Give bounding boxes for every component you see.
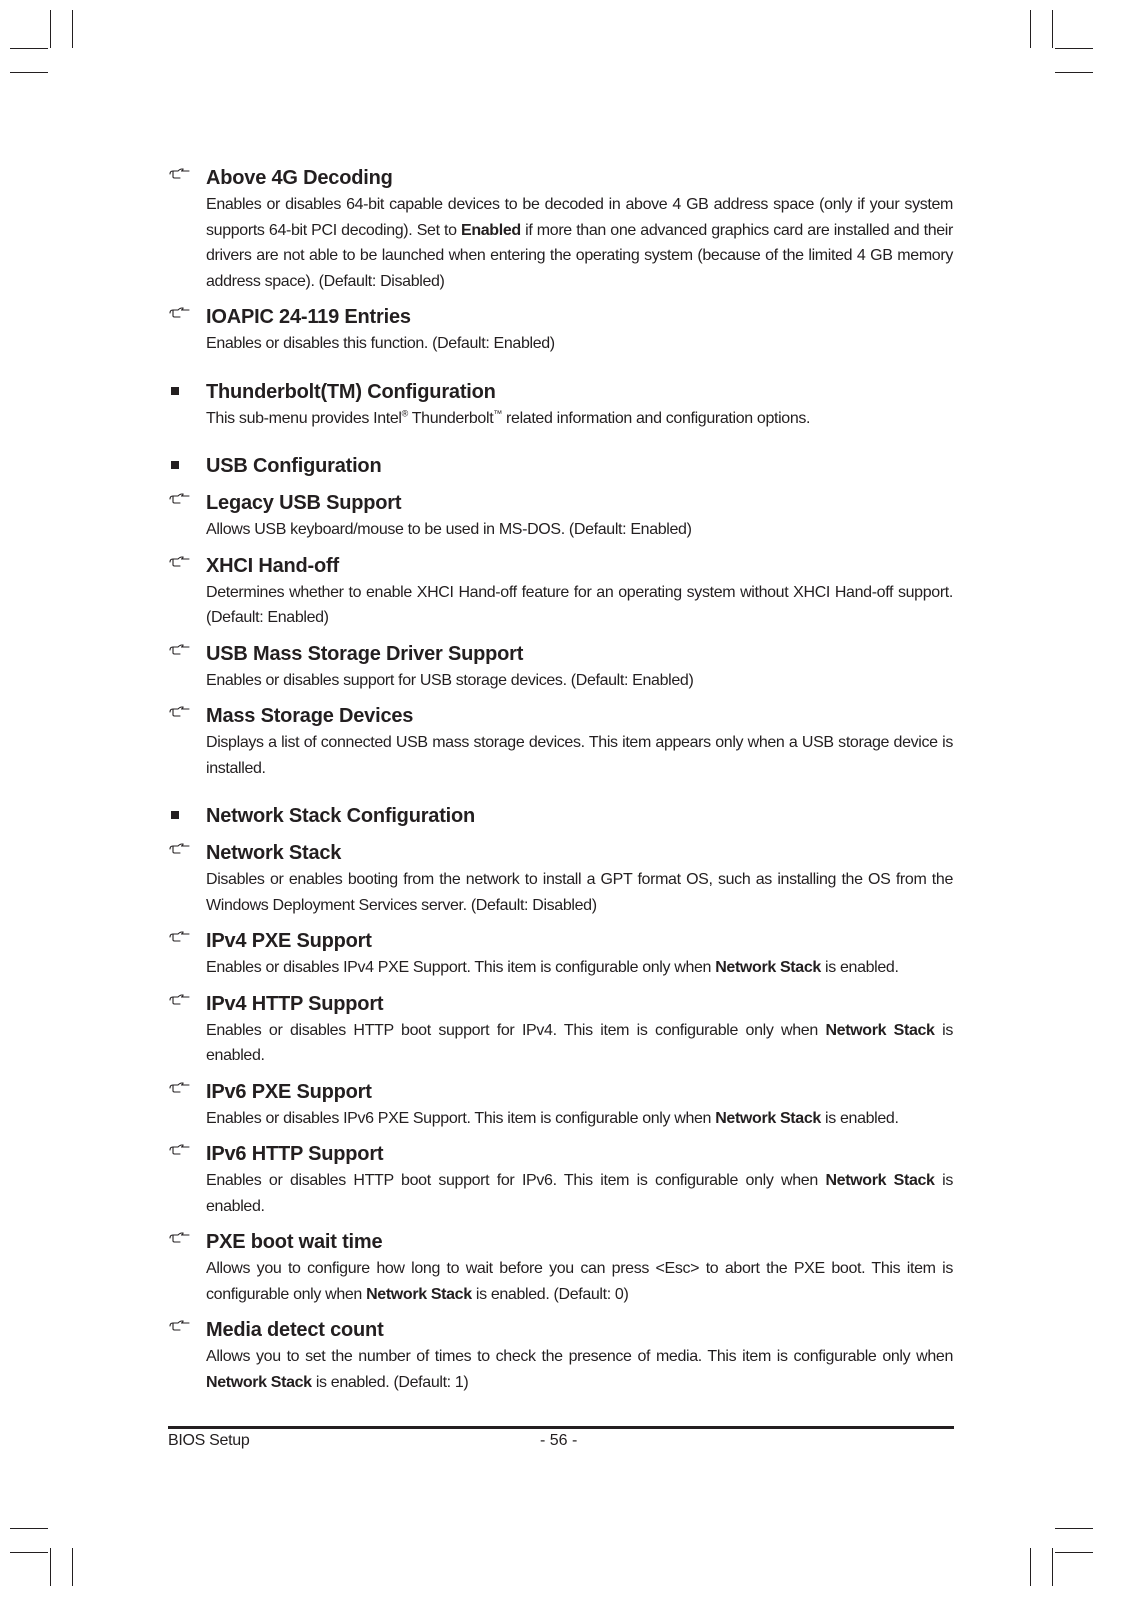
setting-description	[206, 192, 953, 294]
description-text: Enables or disables this function. (Default: Enabled)	[206, 335, 555, 352]
setting-title: Legacy USB Support	[206, 492, 402, 514]
description-text: Network Stack	[366, 1285, 472, 1303]
setting-title: Above 4G Decoding	[206, 167, 393, 189]
description-text: Enables or disables HTTP boot support for IPv6. This item is configurable only when	[206, 1172, 826, 1189]
setting-description	[206, 1168, 953, 1219]
description-text: Network Stack	[206, 1373, 312, 1391]
pointer-icon	[168, 992, 192, 1010]
bios-settings-content	[168, 164, 953, 1404]
crop-mark	[1030, 10, 1031, 48]
description-text: Thunderbolt	[407, 409, 494, 427]
setting-item	[168, 839, 953, 918]
setting-description	[206, 1344, 953, 1395]
description-text: is enabled.	[820, 1109, 899, 1127]
square-bullet-icon	[171, 387, 179, 395]
setting-title: IPv4 PXE Support	[206, 930, 372, 952]
pointer-icon	[168, 1142, 192, 1160]
description-text: if more than one advanced graphics card are installed and their drivers are not able to be launched when entering the operating system (because of the limited 4 GB memory address space). (Default: Disabled)	[206, 221, 953, 290]
setting-item	[168, 702, 953, 781]
description-text: Disables or enables booting from the network to install a GPT format OS, such as installing the OS from the Windows Deployment Services server. (Default: Disabled)	[206, 871, 953, 914]
setting-description	[206, 1018, 953, 1069]
setting-item	[168, 1228, 953, 1307]
pointer-icon	[168, 1080, 192, 1098]
setting-description	[206, 668, 953, 694]
setting-item	[168, 1316, 953, 1395]
setting-title: Network Stack Configuration	[206, 805, 476, 827]
description-text: Network Stack	[825, 1021, 935, 1039]
setting-title: IPv6 PXE Support	[206, 1080, 372, 1103]
description-text: Enables or disables IPv6 PXE Support. This item is configurable only when	[206, 1109, 716, 1127]
setting-title: IPv4 HTTP Support	[206, 992, 384, 1015]
crop-mark	[50, 10, 51, 48]
setting-title: Media detect count	[206, 1319, 384, 1341]
setting-title: USB Mass Storage Driver Support	[206, 642, 524, 665]
description-text: Enables or disables IPv4 PXE Support. This item is configurable only when	[206, 959, 716, 976]
setting-description	[206, 406, 953, 432]
description-text: Network Stack	[715, 1109, 821, 1127]
description-text: is enabled.	[820, 959, 899, 976]
description-text: Enabled	[461, 221, 521, 239]
crop-mark	[10, 72, 48, 73]
setting-title: Mass Storage Devices	[206, 705, 414, 727]
description-text: is enabled. (Default: 0)	[471, 1285, 629, 1303]
setting-item	[168, 452, 953, 480]
pointer-icon	[168, 841, 192, 859]
setting-item	[168, 303, 953, 357]
setting-item	[168, 990, 953, 1069]
square-bullet-icon	[171, 811, 179, 819]
description-text: is enabled.	[206, 1172, 954, 1215]
description-text: This sub-menu provides Intel	[206, 409, 402, 427]
setting-item	[168, 552, 953, 631]
setting-item	[168, 1078, 953, 1132]
page-number: - 56 -	[540, 1432, 578, 1449]
setting-description	[206, 517, 953, 543]
setting-title: PXE boot wait time	[206, 1231, 383, 1253]
description-text: Enables or disables HTTP boot support for IPv4. This item is configurable only when	[206, 1021, 826, 1039]
crop-mark	[10, 1528, 48, 1529]
setting-item	[168, 489, 953, 543]
crop-mark	[1055, 48, 1093, 49]
setting-item	[168, 1140, 953, 1219]
description-text: Determines whether to enable XHCI Hand-off feature for an operating system without XHCI Hand-off support. (Default: Enabled)	[206, 583, 953, 626]
footer-rule	[168, 1426, 954, 1429]
crop-mark	[10, 1552, 48, 1553]
description-text: Allows USB keyboard/mouse to be used in MS-DOS. (Default: Enabled)	[206, 521, 692, 538]
crop-mark	[1052, 1548, 1053, 1586]
crop-mark	[1055, 1552, 1093, 1553]
crop-mark	[1030, 1548, 1031, 1586]
pointer-icon	[168, 554, 192, 572]
setting-item	[168, 927, 953, 981]
pointer-icon	[168, 305, 192, 323]
setting-description	[206, 955, 953, 981]
setting-title: XHCI Hand-off	[206, 554, 339, 577]
description-text: Displays a list of connected USB mass storage devices. This item appears only when a USB storage device is installed.	[206, 734, 953, 777]
description-text: Network Stack	[715, 959, 821, 976]
crop-mark	[1055, 1528, 1093, 1529]
pointer-icon	[168, 704, 192, 722]
pointer-icon	[168, 1230, 192, 1248]
pointer-icon	[168, 929, 192, 947]
crop-mark	[72, 1548, 73, 1586]
description-text: Allows you to configure how long to wait before you can press <Esc> to abort the PXE boot. This item is configurable only when	[206, 1260, 953, 1303]
setting-title: IPv6 HTTP Support	[206, 1143, 384, 1165]
setting-description	[206, 867, 953, 918]
setting-title: Thunderbolt(TM) Configuration	[206, 380, 496, 403]
pointer-icon	[168, 166, 192, 184]
description-text: is enabled.	[206, 1021, 954, 1064]
setting-description	[206, 730, 953, 781]
crop-mark	[72, 10, 73, 48]
crop-mark	[50, 1548, 51, 1586]
description-text: ™	[493, 408, 502, 419]
setting-title: IOAPIC 24-119 Entries	[206, 306, 411, 328]
square-bullet-icon	[171, 461, 179, 469]
setting-title: Network Stack	[206, 842, 342, 864]
pointer-icon	[168, 491, 192, 509]
setting-title: USB Configuration	[206, 455, 382, 477]
setting-description	[206, 1256, 953, 1307]
setting-description	[206, 1106, 953, 1132]
description-text: Enables or disables 64-bit capable devices to be decoded in above 4 GB address space (only if your system supports 64-bit PCI decoding). Set to	[206, 196, 953, 239]
setting-description	[206, 331, 953, 357]
setting-item	[168, 802, 953, 830]
crop-mark	[10, 48, 48, 49]
pointer-icon	[168, 642, 192, 660]
description-text: related information and configuration options.	[501, 409, 811, 427]
crop-mark	[1052, 10, 1053, 48]
pointer-icon	[168, 1318, 192, 1336]
setting-item	[168, 378, 953, 432]
crop-mark	[1055, 72, 1093, 73]
setting-item	[168, 640, 953, 694]
description-text: ®	[401, 408, 408, 419]
description-text: is enabled. (Default: 1)	[311, 1373, 469, 1391]
footer-section-label: BIOS Setup	[168, 1432, 250, 1449]
setting-description	[206, 580, 953, 631]
description-text: Network Stack	[825, 1172, 935, 1189]
description-text: Allows you to set the number of times to check the presence of media. This item is configurable only when	[206, 1348, 953, 1365]
setting-item	[168, 164, 953, 294]
description-text: Enables or disables support for USB storage devices. (Default: Enabled)	[206, 671, 694, 689]
